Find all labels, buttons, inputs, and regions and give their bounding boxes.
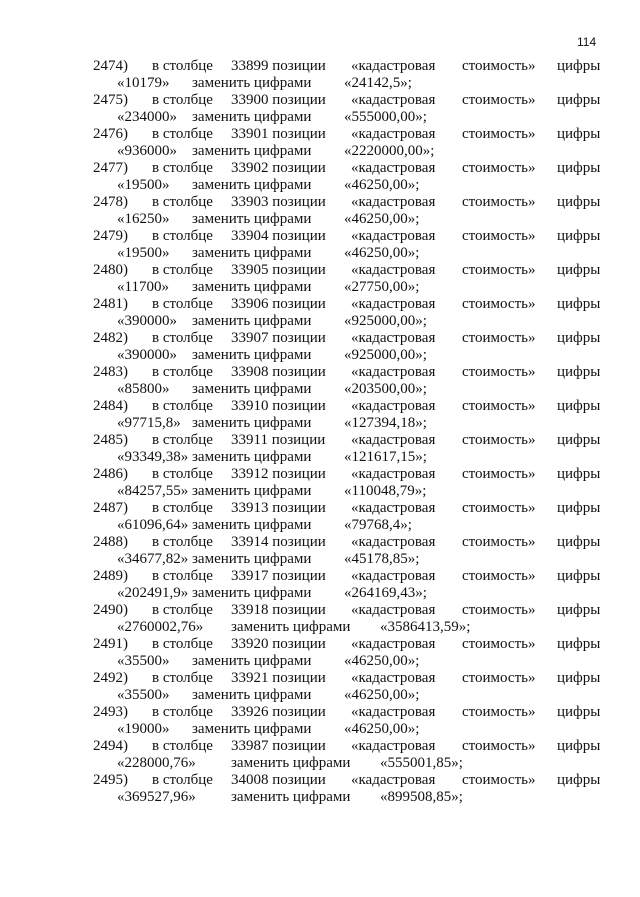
old-value: «369527,96» bbox=[117, 789, 196, 805]
amendment-item bbox=[0, 670, 640, 704]
position-number: 33900 позиции bbox=[231, 92, 326, 108]
cadastral-word: «кадастровая bbox=[351, 466, 436, 482]
digits-word: цифры bbox=[557, 296, 601, 312]
value-word: стоимость» bbox=[462, 160, 536, 176]
digits-word: цифры bbox=[557, 58, 601, 74]
old-value: «11700» bbox=[117, 279, 169, 295]
column-phrase: в столбце bbox=[152, 772, 213, 788]
position-number: 33918 позиции bbox=[231, 602, 326, 618]
cadastral-word: «кадастровая bbox=[351, 160, 436, 176]
digits-word: цифры bbox=[557, 568, 601, 584]
replace-phrase: заменить цифрами bbox=[192, 415, 312, 431]
digits-word: цифры bbox=[557, 364, 601, 380]
digits-word: цифры bbox=[557, 738, 601, 754]
digits-word: цифры bbox=[557, 670, 601, 686]
column-phrase: в столбце bbox=[152, 160, 213, 176]
new-value: «127394,18»; bbox=[344, 415, 427, 431]
value-word: стоимость» bbox=[462, 738, 536, 754]
replace-phrase: заменить цифрами bbox=[192, 483, 312, 499]
new-value: «264169,43»; bbox=[344, 585, 427, 601]
column-phrase: в столбце bbox=[152, 738, 213, 754]
old-value: «234000» bbox=[117, 109, 177, 125]
item-number: 2490) bbox=[93, 602, 128, 618]
cadastral-word: «кадастровая bbox=[351, 296, 436, 312]
new-value: «24142,5»; bbox=[344, 75, 412, 91]
cadastral-word: «кадастровая bbox=[351, 194, 436, 210]
item-number: 2484) bbox=[93, 398, 128, 414]
digits-word: цифры bbox=[557, 330, 601, 346]
replace-phrase: заменить цифрами bbox=[192, 449, 312, 465]
item-number: 2489) bbox=[93, 568, 128, 584]
old-value: «85800» bbox=[117, 381, 170, 397]
replace-phrase: заменить цифрами bbox=[192, 109, 312, 125]
value-word: стоимость» bbox=[462, 296, 536, 312]
old-value: «97715,8» bbox=[117, 415, 181, 431]
position-number: 33912 позиции bbox=[231, 466, 326, 482]
amendment-item bbox=[0, 602, 640, 636]
old-value: «19000» bbox=[117, 721, 170, 737]
amendment-item bbox=[0, 568, 640, 602]
position-number: 33906 позиции bbox=[231, 296, 326, 312]
old-value: «2760002,76» bbox=[117, 619, 204, 635]
column-phrase: в столбце bbox=[152, 58, 213, 74]
position-number: 33926 позиции bbox=[231, 704, 326, 720]
replace-phrase: заменить цифрами bbox=[192, 245, 312, 261]
replace-phrase: заменить цифрами bbox=[192, 279, 312, 295]
cadastral-word: «кадастровая bbox=[351, 228, 436, 244]
value-word: стоимость» bbox=[462, 364, 536, 380]
item-number: 2493) bbox=[93, 704, 128, 720]
value-word: стоимость» bbox=[462, 534, 536, 550]
new-value: «79768,4»; bbox=[344, 517, 412, 533]
digits-word: цифры bbox=[557, 602, 601, 618]
column-phrase: в столбце bbox=[152, 602, 213, 618]
replace-phrase: заменить цифрами bbox=[231, 619, 351, 635]
value-word: стоимость» bbox=[462, 262, 536, 278]
cadastral-word: «кадастровая bbox=[351, 398, 436, 414]
old-value: «936000» bbox=[117, 143, 177, 159]
digits-word: цифры bbox=[557, 228, 601, 244]
old-value: «16250» bbox=[117, 211, 170, 227]
column-phrase: в столбце bbox=[152, 194, 213, 210]
position-number: 33920 позиции bbox=[231, 636, 326, 652]
item-number: 2491) bbox=[93, 636, 128, 652]
item-number: 2475) bbox=[93, 92, 128, 108]
amendment-item bbox=[0, 330, 640, 364]
value-word: стоимость» bbox=[462, 330, 536, 346]
column-phrase: в столбце bbox=[152, 262, 213, 278]
amendment-item bbox=[0, 500, 640, 534]
item-number: 2487) bbox=[93, 500, 128, 516]
amendment-item bbox=[0, 466, 640, 500]
digits-word: цифры bbox=[557, 398, 601, 414]
old-value: «390000» bbox=[117, 313, 177, 329]
replace-phrase: заменить цифрами bbox=[231, 789, 351, 805]
value-word: стоимость» bbox=[462, 772, 536, 788]
new-value: «45178,85»; bbox=[344, 551, 420, 567]
column-phrase: в столбце bbox=[152, 670, 213, 686]
item-number: 2479) bbox=[93, 228, 128, 244]
replace-phrase: заменить цифрами bbox=[192, 687, 312, 703]
cadastral-word: «кадастровая bbox=[351, 262, 436, 278]
cadastral-word: «кадастровая bbox=[351, 568, 436, 584]
new-value: «925000,00»; bbox=[344, 313, 427, 329]
digits-word: цифры bbox=[557, 262, 601, 278]
value-word: стоимость» bbox=[462, 500, 536, 516]
value-word: стоимость» bbox=[462, 92, 536, 108]
item-number: 2476) bbox=[93, 126, 128, 142]
cadastral-word: «кадастровая bbox=[351, 500, 436, 516]
item-number: 2494) bbox=[93, 738, 128, 754]
position-number: 33908 позиции bbox=[231, 364, 326, 380]
digits-word: цифры bbox=[557, 636, 601, 652]
digits-word: цифры bbox=[557, 466, 601, 482]
value-word: стоимость» bbox=[462, 228, 536, 244]
cadastral-word: «кадастровая bbox=[351, 364, 436, 380]
column-phrase: в столбце bbox=[152, 636, 213, 652]
amendment-item bbox=[0, 636, 640, 670]
position-number: 33901 позиции bbox=[231, 126, 326, 142]
position-number: 33899 позиции bbox=[231, 58, 326, 74]
value-word: стоимость» bbox=[462, 58, 536, 74]
cadastral-word: «кадастровая bbox=[351, 432, 436, 448]
column-phrase: в столбце bbox=[152, 228, 213, 244]
replace-phrase: заменить цифрами bbox=[192, 585, 312, 601]
replace-phrase: заменить цифрами bbox=[192, 551, 312, 567]
amendment-item bbox=[0, 228, 640, 262]
item-number: 2481) bbox=[93, 296, 128, 312]
cadastral-word: «кадастровая bbox=[351, 92, 436, 108]
column-phrase: в столбце bbox=[152, 534, 213, 550]
value-word: стоимость» bbox=[462, 126, 536, 142]
new-value: «203500,00»; bbox=[344, 381, 427, 397]
position-number: 33914 позиции bbox=[231, 534, 326, 550]
position-number: 33917 позиции bbox=[231, 568, 326, 584]
value-word: стоимость» bbox=[462, 704, 536, 720]
old-value: «61096,64» bbox=[117, 517, 189, 533]
old-value: «390000» bbox=[117, 347, 177, 363]
position-number: 33907 позиции bbox=[231, 330, 326, 346]
position-number: 33910 позиции bbox=[231, 398, 326, 414]
value-word: стоимость» bbox=[462, 568, 536, 584]
new-value: «555000,00»; bbox=[344, 109, 427, 125]
amendment-item bbox=[0, 398, 640, 432]
position-number: 33905 позиции bbox=[231, 262, 326, 278]
item-number: 2477) bbox=[93, 160, 128, 176]
new-value: «46250,00»; bbox=[344, 177, 420, 193]
column-phrase: в столбце bbox=[152, 432, 213, 448]
position-number: 33904 позиции bbox=[231, 228, 326, 244]
replace-phrase: заменить цифрами bbox=[192, 177, 312, 193]
cadastral-word: «кадастровая bbox=[351, 58, 436, 74]
item-number: 2486) bbox=[93, 466, 128, 482]
column-phrase: в столбце bbox=[152, 126, 213, 142]
cadastral-word: «кадастровая bbox=[351, 602, 436, 618]
item-number: 2478) bbox=[93, 194, 128, 210]
position-number: 34008 позиции bbox=[231, 772, 326, 788]
value-word: стоимость» bbox=[462, 636, 536, 652]
column-phrase: в столбце bbox=[152, 330, 213, 346]
value-word: стоимость» bbox=[462, 466, 536, 482]
replace-phrase: заменить цифрами bbox=[231, 755, 351, 771]
replace-phrase: заменить цифрами bbox=[192, 381, 312, 397]
cadastral-word: «кадастровая bbox=[351, 636, 436, 652]
value-word: стоимость» bbox=[462, 398, 536, 414]
position-number: 33911 позиции bbox=[231, 432, 326, 448]
digits-word: цифры bbox=[557, 500, 601, 516]
new-value: «555001,85»; bbox=[380, 755, 463, 771]
digits-word: цифры bbox=[557, 432, 601, 448]
old-value: «93349,38» bbox=[117, 449, 189, 465]
new-value: «46250,00»; bbox=[344, 245, 420, 261]
cadastral-word: «кадастровая bbox=[351, 330, 436, 346]
old-value: «34677,82» bbox=[117, 551, 189, 567]
column-phrase: в столбце bbox=[152, 92, 213, 108]
new-value: «46250,00»; bbox=[344, 653, 420, 669]
digits-word: цифры bbox=[557, 534, 601, 550]
position-number: 33913 позиции bbox=[231, 500, 326, 516]
column-phrase: в столбце bbox=[152, 398, 213, 414]
column-phrase: в столбце bbox=[152, 500, 213, 516]
cadastral-word: «кадастровая bbox=[351, 534, 436, 550]
new-value: «46250,00»; bbox=[344, 687, 420, 703]
new-value: «46250,00»; bbox=[344, 721, 420, 737]
old-value: «35500» bbox=[117, 687, 170, 703]
amendment-item bbox=[0, 704, 640, 738]
item-number: 2488) bbox=[93, 534, 128, 550]
amendment-item bbox=[0, 92, 640, 126]
column-phrase: в столбце bbox=[152, 296, 213, 312]
column-phrase: в столбце bbox=[152, 568, 213, 584]
item-number: 2482) bbox=[93, 330, 128, 346]
old-value: «228000,76» bbox=[117, 755, 196, 771]
old-value: «84257,55» bbox=[117, 483, 189, 499]
replace-phrase: заменить цифрами bbox=[192, 347, 312, 363]
amendment-item bbox=[0, 58, 640, 92]
new-value: «899508,85»; bbox=[380, 789, 463, 805]
item-number: 2495) bbox=[93, 772, 128, 788]
item-number: 2485) bbox=[93, 432, 128, 448]
amendment-item bbox=[0, 126, 640, 160]
old-value: «202491,9» bbox=[117, 585, 189, 601]
digits-word: цифры bbox=[557, 194, 601, 210]
old-value: «35500» bbox=[117, 653, 170, 669]
new-value: «121617,15»; bbox=[344, 449, 427, 465]
amendment-item bbox=[0, 738, 640, 772]
replace-phrase: заменить цифрами bbox=[192, 313, 312, 329]
cadastral-word: «кадастровая bbox=[351, 670, 436, 686]
position-number: 33987 позиции bbox=[231, 738, 326, 754]
column-phrase: в столбце bbox=[152, 466, 213, 482]
replace-phrase: заменить цифрами bbox=[192, 211, 312, 227]
value-word: стоимость» bbox=[462, 670, 536, 686]
old-value: «10179» bbox=[117, 75, 170, 91]
new-value: «3586413,59»; bbox=[380, 619, 471, 635]
amendment-item bbox=[0, 296, 640, 330]
column-phrase: в столбце bbox=[152, 364, 213, 380]
position-number: 33921 позиции bbox=[231, 670, 326, 686]
digits-word: цифры bbox=[557, 126, 601, 142]
page-number: 114 bbox=[577, 35, 597, 49]
new-value: «27750,00»; bbox=[344, 279, 420, 295]
value-word: стоимость» bbox=[462, 194, 536, 210]
digits-word: цифры bbox=[557, 160, 601, 176]
amendment-item bbox=[0, 262, 640, 296]
replace-phrase: заменить цифрами bbox=[192, 653, 312, 669]
amendment-item bbox=[0, 194, 640, 228]
amendment-item bbox=[0, 772, 640, 806]
position-number: 33902 позиции bbox=[231, 160, 326, 176]
cadastral-word: «кадастровая bbox=[351, 772, 436, 788]
new-value: «46250,00»; bbox=[344, 211, 420, 227]
old-value: «19500» bbox=[117, 177, 170, 193]
new-value: «2220000,00»; bbox=[344, 143, 435, 159]
amendment-item bbox=[0, 160, 640, 194]
amendment-item bbox=[0, 432, 640, 466]
value-word: стоимость» bbox=[462, 432, 536, 448]
column-phrase: в столбце bbox=[152, 704, 213, 720]
replace-phrase: заменить цифрами bbox=[192, 75, 312, 91]
amendment-list bbox=[0, 58, 640, 806]
position-number: 33903 позиции bbox=[231, 194, 326, 210]
new-value: «110048,79»; bbox=[344, 483, 427, 499]
replace-phrase: заменить цифрами bbox=[192, 143, 312, 159]
digits-word: цифры bbox=[557, 772, 601, 788]
item-number: 2480) bbox=[93, 262, 128, 278]
item-number: 2492) bbox=[93, 670, 128, 686]
item-number: 2474) bbox=[93, 58, 128, 74]
amendment-item bbox=[0, 364, 640, 398]
old-value: «19500» bbox=[117, 245, 170, 261]
cadastral-word: «кадастровая bbox=[351, 738, 436, 754]
item-number: 2483) bbox=[93, 364, 128, 380]
digits-word: цифры bbox=[557, 704, 601, 720]
amendment-item bbox=[0, 534, 640, 568]
cadastral-word: «кадастровая bbox=[351, 126, 436, 142]
value-word: стоимость» bbox=[462, 602, 536, 618]
cadastral-word: «кадастровая bbox=[351, 704, 436, 720]
digits-word: цифры bbox=[557, 92, 601, 108]
replace-phrase: заменить цифрами bbox=[192, 721, 312, 737]
replace-phrase: заменить цифрами bbox=[192, 517, 312, 533]
new-value: «925000,00»; bbox=[344, 347, 427, 363]
